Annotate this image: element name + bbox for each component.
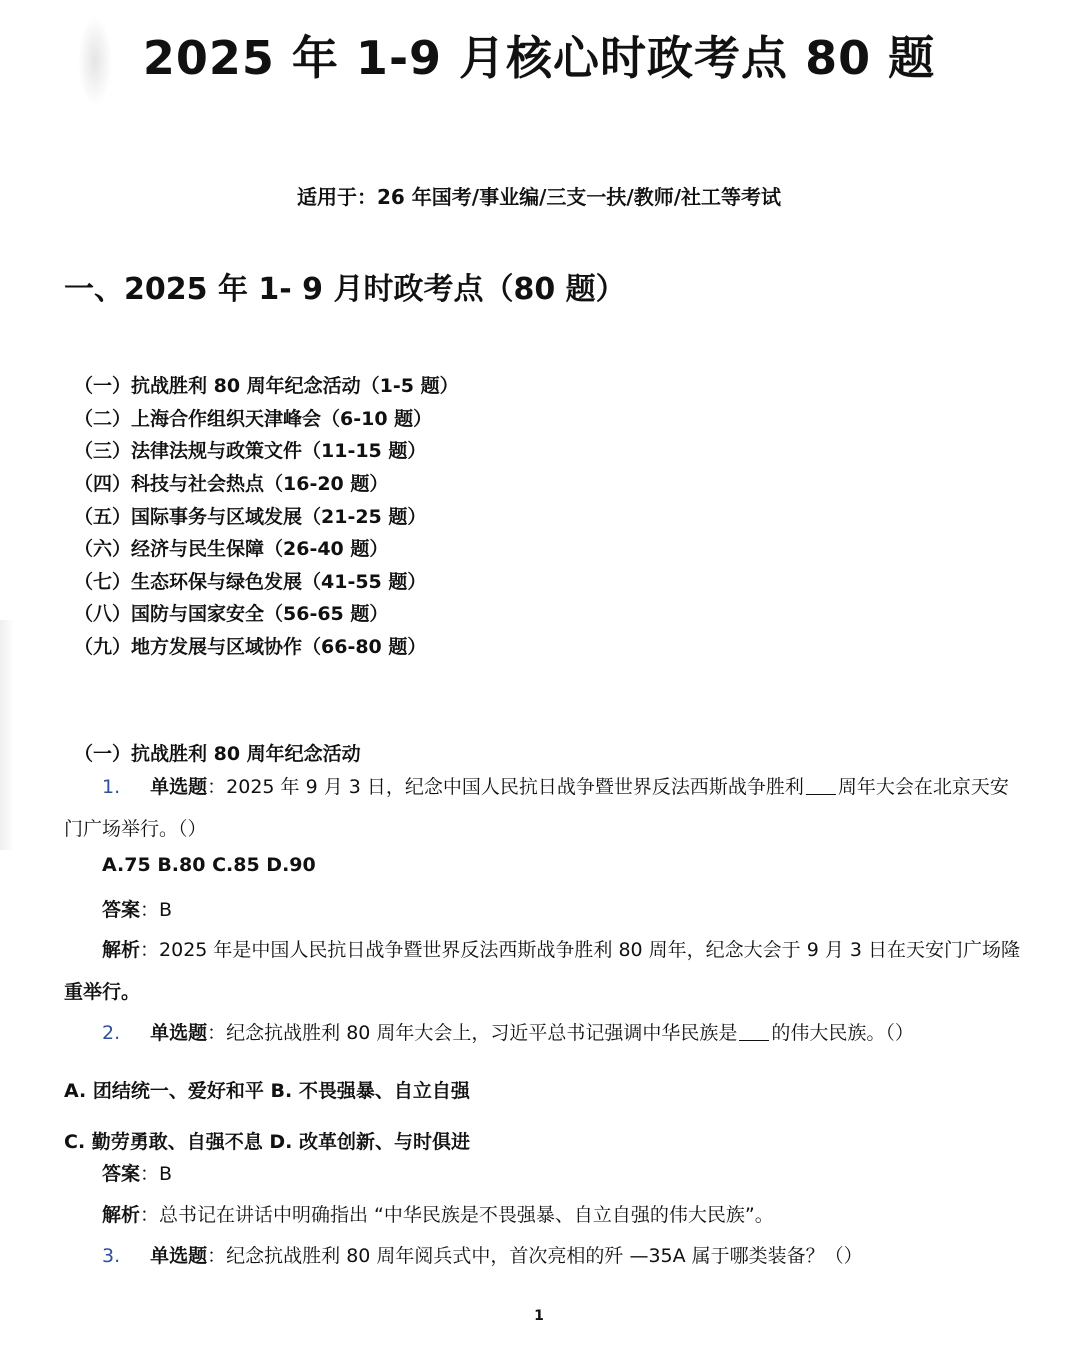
question-type: 单选题 [150, 1022, 208, 1044]
toc-item: （八）国防与国家安全（56-65 题） [74, 603, 389, 625]
analysis-line: 解析：2025 年是中国人民抗日战争暨世界反法西斯战争胜利 80 周年，纪念大会于 9 月 3 日在天安门广场隆 [102, 939, 1021, 961]
page-number: 1 [534, 1308, 544, 1324]
analysis-line: 解析：总书记在讲话中明确指出 “中华民族是不畏强暴、自立自强的伟大民族”。 [102, 1204, 774, 1226]
toc-item: （七）生态环保与绿色发展（41-55 题） [74, 571, 427, 593]
question-type: 单选题 [150, 776, 208, 798]
toc-item: （四）科技与社会热点（16-20 题） [74, 473, 389, 495]
answer-line: 答案：B [102, 899, 173, 921]
fill-blank [806, 794, 836, 795]
toc-item: （二）上海合作组织天津峰会（6-10 题） [74, 408, 433, 430]
question-type: 单选题 [150, 1245, 208, 1267]
toc-item: （五）国际事务与区域发展（21-25 题） [74, 506, 427, 528]
question-stem-continued: 门广场举行。（） [64, 818, 207, 840]
question-stem: 3. 单选题：纪念抗战胜利 80 周年阅兵式中，首次亮相的歼 —35A 属于哪类装备？（） [102, 1245, 863, 1267]
document-title: 2025 年 1-9 月核心时政考点 80 题 [142, 31, 936, 85]
fill-blank [739, 1040, 769, 1041]
question-number: 2. [102, 1022, 121, 1044]
analysis-line-continued: 重举行。 [64, 981, 141, 1003]
toc-item: （三）法律法规与政策文件（11-15 题） [74, 440, 427, 462]
question-stem: 1. 单选题：2025 年 9 月 3 日，纪念中国人民抗日战争暨世界反法西斯战争胜利 周年大会在北京天安 [102, 776, 1009, 798]
question-options: A. 团结统一、爱好和平 B. 不畏强暴、自立自强 [64, 1080, 470, 1102]
question-options: A.75 B.80 C.85 D.90 [102, 854, 316, 876]
question-number: 3. [102, 1245, 121, 1267]
question-options: C. 勤劳勇敢、自强不息 D. 改革创新、与时俱进 [64, 1131, 470, 1153]
document-subtitle: 适用于：26 年国考/事业编/三支一扶/教师/社工等考试 [296, 185, 781, 209]
question-number: 1. [102, 776, 121, 798]
question-stem: 2. 单选题：纪念抗战胜利 80 周年大会上，习近平总书记强调中华民族是 的伟大民族。（） [102, 1022, 914, 1044]
section-heading: 一、2025 年 1- 9 月时政考点（80 题） [64, 272, 626, 307]
toc-item: （九）地方发展与区域协作（66-80 题） [74, 636, 427, 658]
toc-item: （六）经济与民生保障（26-40 题） [74, 538, 389, 560]
toc-item: （一）抗战胜利 80 周年纪念活动（1-5 题） [74, 375, 459, 397]
subsection-heading: （一）抗战胜利 80 周年纪念活动 [74, 743, 361, 765]
answer-line: 答案：B [102, 1163, 173, 1185]
scan-edge-shadow [0, 620, 14, 850]
